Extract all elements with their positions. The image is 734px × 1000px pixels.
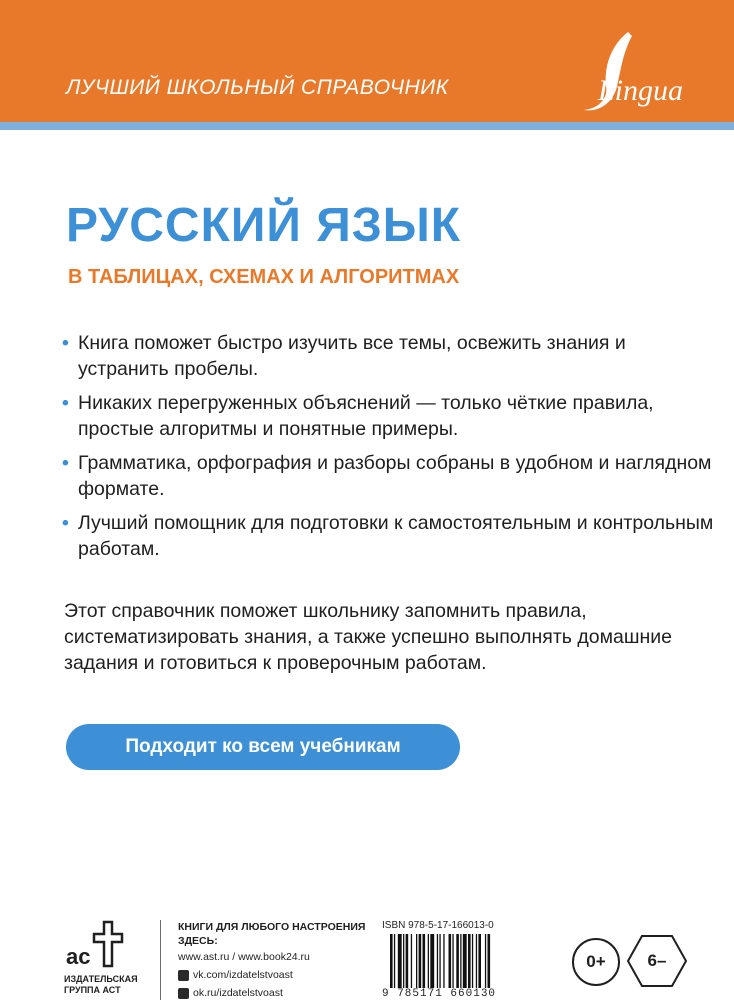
- feature-item: [62, 450, 716, 502]
- bullet-icon: •: [62, 332, 69, 354]
- lingua-logo: [570, 28, 700, 118]
- grade-badge: [626, 934, 688, 988]
- publisher-label: ИЗДАТЕЛЬСКАЯ ГРУППА АСТ: [64, 974, 138, 995]
- ast-logo-icon: [64, 920, 144, 970]
- header-strip: [0, 122, 734, 130]
- footer-divider: [160, 920, 161, 1000]
- compatibility-badge: Подходит ко всем учебникам: [66, 724, 460, 770]
- book-title: РУССКИЙ ЯЗЫК: [66, 199, 462, 252]
- feature-list: [62, 330, 716, 570]
- logo-text: Lingua: [598, 74, 684, 107]
- bullet-icon: •: [62, 392, 69, 414]
- feature-text: Грамматика, орфография и разборы собраны в удобном и наглядном формате.: [78, 452, 712, 500]
- feature-text: Лучший помощник для подготовки к самостоятельным и контрольным работам.: [78, 512, 714, 560]
- vk-icon: [178, 970, 189, 981]
- ok-icon: [178, 988, 189, 999]
- shop-sites[interactable]: www.ast.ru / www.book24.ru: [178, 951, 310, 963]
- vk-link-text[interactable]: vk.com/izdatelstvoast: [193, 969, 293, 981]
- shop-info: [178, 920, 368, 1000]
- feature-text: Никаких перегруженных объяснений — только чёткие правила, простые алгоритмы и понятные примеры.: [78, 392, 654, 440]
- age-rating-badge: 0+: [572, 938, 620, 986]
- bullet-icon: •: [62, 512, 69, 534]
- book-subtitle: В ТАБЛИЦАХ, СХЕМАХ И АЛГОРИТМАХ: [68, 266, 460, 288]
- feature-item: [62, 330, 716, 382]
- series-title: ЛУЧШИЙ ШКОЛЬНЫЙ СПРАВОЧНИК: [66, 76, 449, 99]
- shop-heading: КНИГИ ДЛЯ ЛЮБОГО НАСТРОЕНИЯ ЗДЕСЬ:: [178, 921, 366, 947]
- feature-text: Книга поможет быстро изучить все темы, освежить знания и устранить пробелы.: [78, 332, 626, 380]
- barcode-number: 9 785171 660130: [382, 988, 497, 1000]
- ok-link-text[interactable]: ok.ru/izdatelstvoast: [193, 987, 283, 999]
- publisher-logo-text: ac: [66, 944, 91, 969]
- ok-link[interactable]: [178, 984, 368, 1000]
- isbn-text: ISBN 978-5-17-166013-0: [382, 920, 494, 931]
- barcode-icon: [390, 934, 540, 988]
- publisher-block: [64, 920, 164, 1000]
- vk-link[interactable]: [178, 966, 368, 984]
- summary-paragraph: Этот справочник поможет школьнику запомнить правила, систематизировать знания, а также успешно выполнять домашние задания и готовиться к проверочным работам.: [64, 600, 673, 674]
- bullet-icon: •: [62, 452, 69, 474]
- feature-item: [62, 510, 716, 562]
- feature-item: [62, 390, 716, 442]
- grade-badge-text: 6–: [647, 951, 667, 970]
- barcode-block: [382, 920, 550, 1000]
